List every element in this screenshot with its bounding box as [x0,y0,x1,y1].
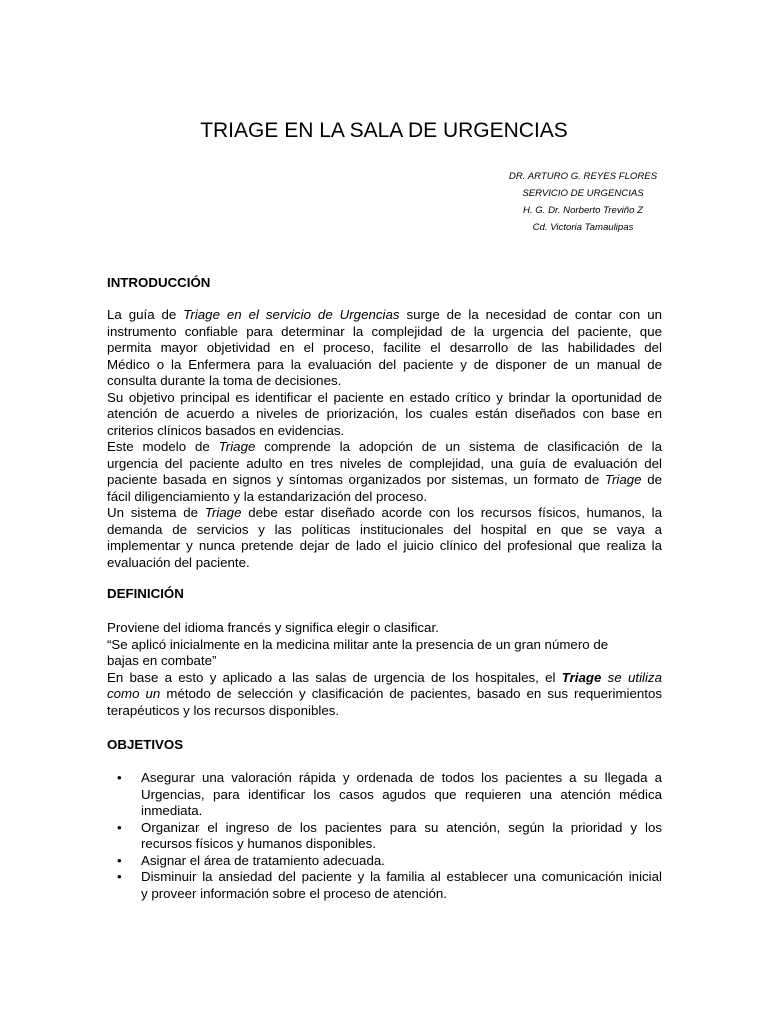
author-block [400,168,766,236]
definicion-line: como un método de selección y clasificación de pacientes, basado en sus requerimientos [107,686,663,701]
definicion-paragraph [107,620,662,719]
intro-line: Un sistema de Triage debe estar diseñado acorde con los recursos físicos, humanos, la [107,505,662,520]
bullet-icon: • [117,770,122,785]
intro-line: implementar y nunca pretende dejar de lado el juicio clínico del profesional que realiza la [107,538,662,553]
intro-line: paciente basada en signos y síntomas organizados por sistemas, un formato de Triage de [107,472,662,487]
intro-line: Médico o la Enfermera para la evaluación del paciente y de disponer de un manual de [107,356,662,372]
intro-line: permita mayor objetividad en el proceso, facilite el desarrollo de las habilidades del [107,340,662,355]
list-item: • Asignar el área de tratamiento adecuada. [117,852,385,868]
author-city: Cd. Victoria Tamaulipas [532,222,634,233]
list-item: • Asegurar una valoración rápida y ordenada de todos los pacientes a su llegada a Urgencias, para identificar los casos agudos que requieren una atención médica inmediata. [117,770,662,818]
objetivos-list [107,770,662,902]
intro-line: Su objetivo principal es identificar el paciente en estado crítico y brindar la oportunidad de [107,389,662,405]
intro-line: criterios clínicos basados en evidencias. [107,422,345,438]
intro-line: consulta durante la toma de decisiones. [107,373,342,388]
intro-line: demanda de servicios y las políticas institucionales del hospital en que se vaya a [107,521,662,537]
bullet-icon: • [117,852,122,868]
intro-line: urgencia del paciente adulto en tres niveles de complejidad, una guía de evaluación del [107,455,662,471]
definicion-line: terapéuticos y los recursos disponibles. [107,702,340,718]
list-item: • Organizar el ingreso de los pacientes para su atención, según la prioridad y los recursos físicos y humanos disponibles. [117,819,662,851]
bullet-icon: • [117,819,122,835]
intro-line: La guía de Triage en el servicio de Urgencias surge de la necesidad de contar con un [107,307,662,322]
intro-line: Este modelo de Triage comprende la adopción de un sistema de clasificación de la [107,439,663,454]
intro-paragraph [107,307,662,571]
list-item: • Disminuir la ansiedad del paciente y la familia al establecer una comunicación inicial y proveer información sobre el proceso de atención. [117,869,662,901]
definicion-line: En base a esto y aplicado a las salas de urgencia de los hospitales, el Triage se utiliza [107,669,662,685]
author-hospital: H. G. Dr. Norberto Treviño Z [523,205,643,216]
page-title: TRIAGE EN LA SALA DE URGENCIAS [200,119,568,142]
intro-line: atención de acuerdo a niveles de priorización, los cuales están diseñados con base en [107,406,662,421]
author-service: SERVICIO DE URGENCIAS [522,188,644,199]
definicion-line: Proviene del idioma francés y significa elegir o clasificar. [107,620,439,635]
heading-introduccion: INTRODUCCIÓN [107,275,211,290]
heading-definicion: DEFINICIÓN [107,586,184,601]
definicion-line: bajas en combate” [107,653,217,668]
intro-line: evaluación del paciente. [107,554,250,570]
definicion-line: “Se aplicó inicialmente en la medicina militar ante la presencia de un gran número de [107,636,609,652]
intro-line: fácil diligenciamiento y la estandarización del proceso. [107,488,428,504]
heading-objetivos: OBJETIVOS [107,737,184,752]
author-name: DR. ARTURO G. REYES FLORES [508,171,658,182]
bullet-icon: • [117,869,122,884]
intro-line: instrumento confiable para determinar la complejidad de la urgencia del paciente, que [107,323,662,339]
